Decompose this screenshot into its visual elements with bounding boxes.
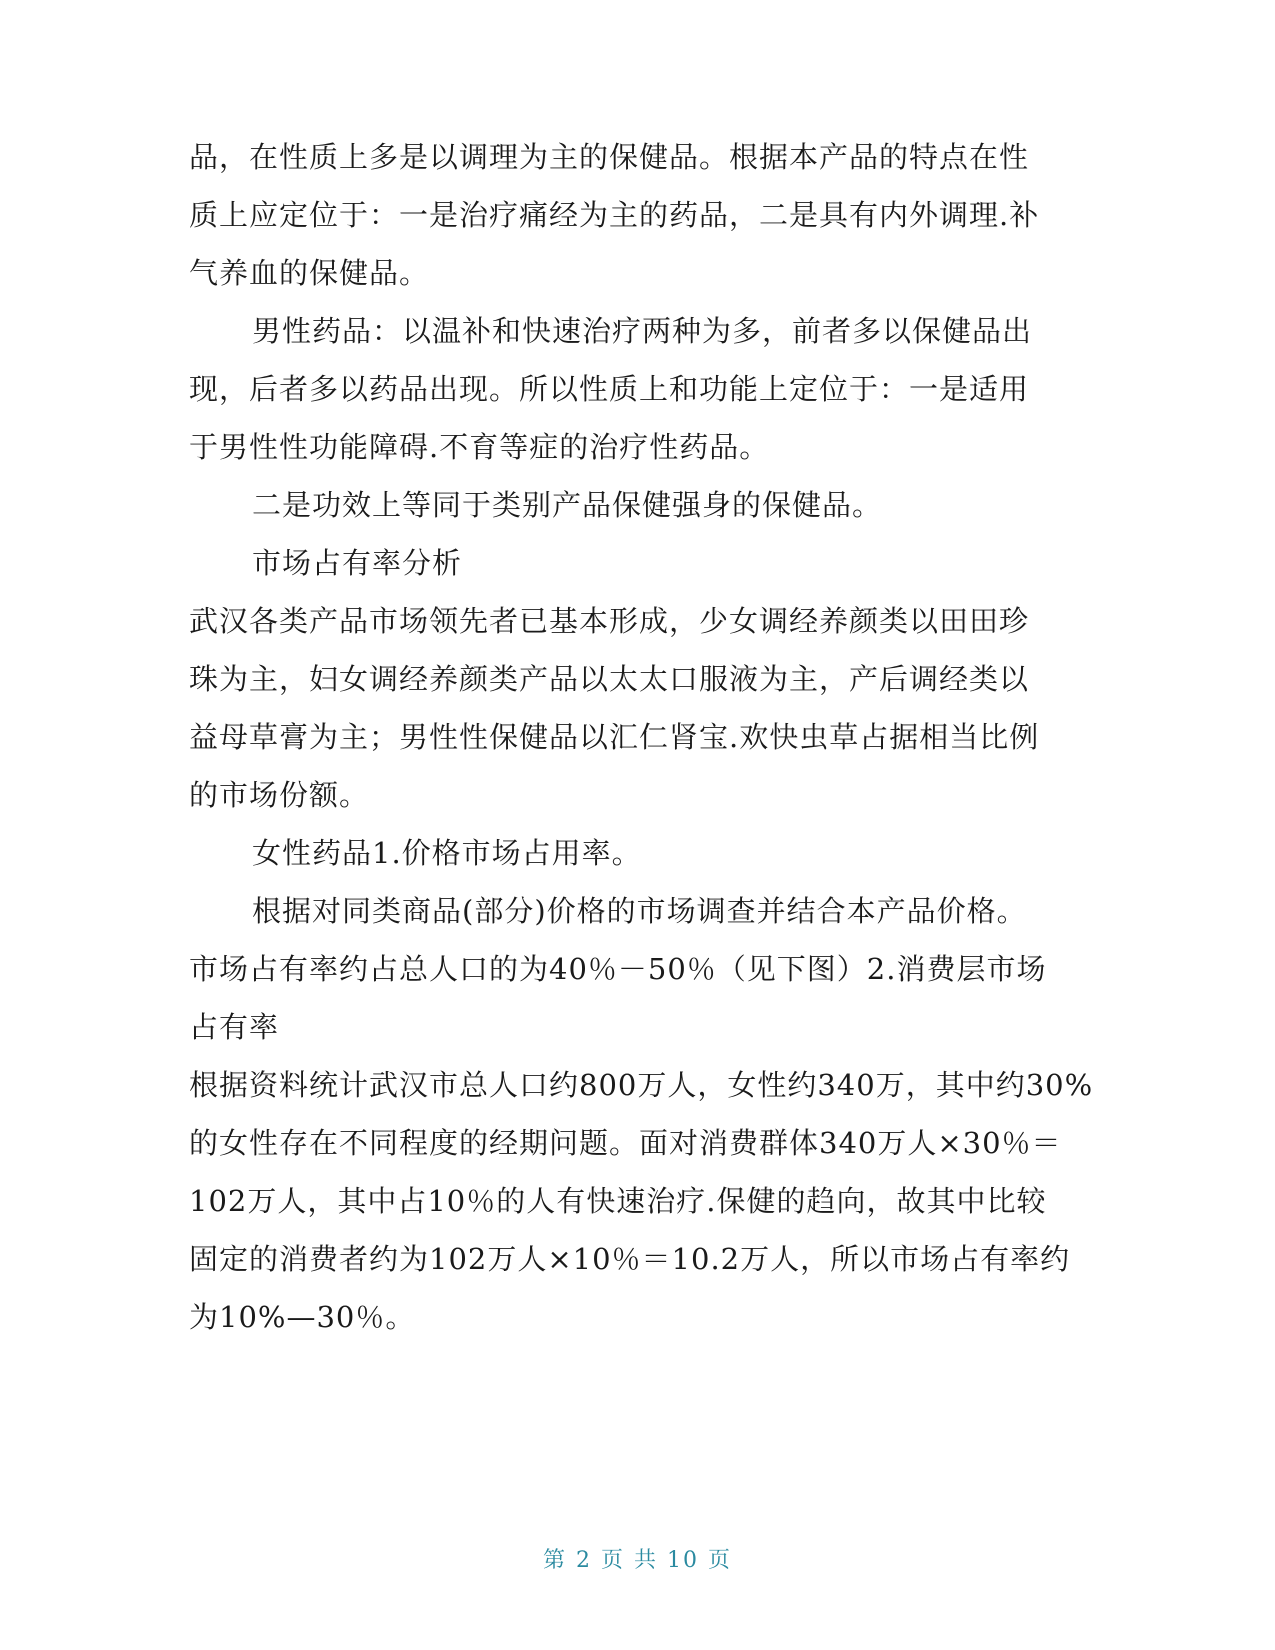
- text-line: 气养血的保健品。: [189, 256, 430, 290]
- text-line: 于男性性功能障碍.不育等症的治疗性药品。: [189, 430, 770, 464]
- text-line: 102万人，其中占10％的人有快速治疗.保健的趋向，故其中比较: [189, 1184, 1047, 1218]
- text-line: 根据对同类商品(部分)价格的市场调查并结合本产品价格。: [252, 894, 1027, 928]
- text-line: 质上应定位于：一是治疗痛经为主的药品，二是具有内外调理.补: [189, 198, 1040, 232]
- text-line: 品，在性质上多是以调理为主的保健品。根据本产品的特点在性: [189, 140, 1030, 174]
- text-line: 二是功效上等同于类别产品保健强身的保健品。: [252, 488, 883, 522]
- text-line: 现，后者多以药品出现。所以性质上和功能上定位于：一是适用: [189, 372, 1030, 406]
- text-line: 武汉各类产品市场领先者已基本形成，少女调经养颜类以田田珍: [189, 604, 1030, 638]
- text-line: 根据资料统计武汉市总人口约800万人，女性约340万，其中约30%: [189, 1068, 1094, 1102]
- text-line: 的市场份额。: [189, 778, 370, 812]
- section-heading: 市场占有率分析: [252, 546, 463, 580]
- text-line: 珠为主，妇女调经养颜类产品以太太口服液为主，产后调经类以: [189, 662, 1030, 696]
- text-line: 市场占有率约占总人口的为40％－50％（见下图）2.消费层市场: [189, 952, 1047, 986]
- text-line: 益母草膏为主；男性性保健品以汇仁肾宝.欢快虫草占据相当比例: [189, 720, 1040, 754]
- text-line: 女性药品1.价格市场占用率。: [252, 836, 642, 870]
- page-number-footer: 第 2 页 共 10 页: [543, 1548, 732, 1573]
- text-line: 男性药品：以温补和快速治疗两种为多，前者多以保健品出: [252, 314, 1033, 348]
- text-line: 占有率: [189, 1010, 280, 1044]
- text-line: 固定的消费者约为102万人×10％＝10.2万人，所以市场占有率约: [189, 1242, 1071, 1276]
- text-line: 的女性存在不同程度的经期问题。面对消费群体340万人×30％＝: [189, 1126, 1062, 1160]
- text-line: 为10%—30％。: [189, 1300, 416, 1334]
